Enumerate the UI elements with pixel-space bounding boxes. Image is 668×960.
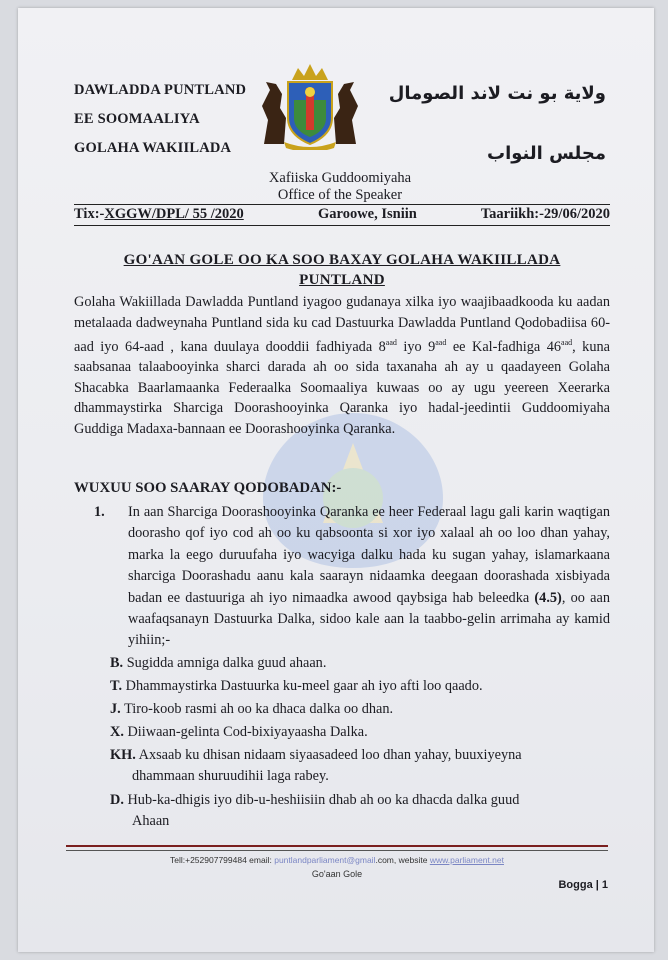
- document-title: [74, 250, 610, 290]
- sub-item: [110, 722, 606, 743]
- item-text-b: , oo aan waafaqsanayn Dastuurka Dalka, sidoo kale aan la taabbo-gelin arrimaha ay kamid yihiin;-: [128, 589, 611, 649]
- page-number: Bogga | 1: [558, 879, 608, 891]
- sub-item: [110, 653, 606, 674]
- reference-line: [74, 204, 610, 226]
- sub-item: [110, 699, 606, 720]
- footer-mid: .com, website: [375, 855, 428, 865]
- header-arabic-state: ولاية بو نت لاند الصومال: [388, 83, 606, 104]
- sub-item-text: Sugidda amniga dalka guud ahaan.: [126, 655, 327, 671]
- document-page: [18, 8, 654, 952]
- title-line-2: PUNTLAND: [299, 272, 385, 288]
- intro-part-3: ee Kal-fadhiga 46: [446, 338, 562, 355]
- intro-sup-1: aad: [385, 338, 397, 347]
- reference-code: XGGW/DPL/ 55 /2020: [104, 206, 244, 222]
- item-number: 1.: [94, 504, 105, 520]
- sub-item: [110, 745, 606, 787]
- sub-item-label: D.: [110, 792, 124, 808]
- reference-prefix: Tix:-: [74, 206, 105, 222]
- sub-item-text: Dhammaystirka Dastuurka ku-meel gaar ah iyo afti loo qaado.: [125, 678, 483, 694]
- sub-item-label: J.: [110, 701, 121, 717]
- sub-item-text: Axsaab ku dhisan nidaam siyaasadeed loo dhan yahay, buuxiyeyna: [138, 747, 522, 763]
- intro-paragraph: [74, 292, 610, 439]
- sub-item-label: X.: [110, 724, 124, 740]
- header-right-block: [389, 64, 606, 184]
- office-somali: Xafiiska Guddoomiyaha: [268, 170, 412, 186]
- sub-item: [110, 790, 606, 832]
- header-state-name: DAWLADDA PUNTLAND: [74, 82, 247, 98]
- sub-item-text: Tiro-koob rasmi ah oo ka dhaca dalka oo dhan.: [124, 701, 394, 717]
- sub-item-continuation: dhammaan shuruudihii laga rabey.: [132, 768, 329, 784]
- footer-rule: [66, 845, 608, 847]
- office-block: [240, 170, 440, 204]
- sub-item-continuation: Ahaan: [132, 813, 170, 829]
- header-house-name: GOLAHA WAKIILADA: [74, 140, 232, 156]
- footer-contact: [66, 855, 608, 865]
- section-heading: WUXUU SOO SAARAY QODOBADAN:-: [74, 480, 342, 496]
- header-left-block: [74, 76, 246, 163]
- sub-item-label: KH.: [110, 747, 136, 763]
- item-text: [128, 502, 610, 652]
- sub-item: [110, 676, 606, 697]
- footer-rule-thin: [66, 850, 608, 851]
- intro-sup-2: aad: [435, 338, 447, 347]
- intro-part-1: Golaha Wakiillada Dawladda Puntland iyagoo gudanaya xilka iyo waajibaadkooda ku aadan metalaada dadweynaha Puntland sida ku cad Dastuurka Dawladda Puntland Qodobadiisa 60-aad iyo 64-aad , kana duulaya dooddii fadhiyada 8: [74, 294, 610, 355]
- sub-item-text: Hub-ka-dhigis iyo dib-u-heshiisiin dhab ah oo ka dhacda dalka guud: [127, 792, 520, 808]
- intro-part-4: , kuna saabsanaa talaabooyinka sharci darada ah oo sida taxanaha ah ay u qaadayeen Golaha Shacabka Baarlamaanka Federaalka Soomaaliya kuwaas oo ay ugu yeereen Xeerarka dhammaystirka Sharciga Doorashooyinka Qaranka iyo hadal-jeedintii Guddoomiyaha Guddiga Madaxa-bannaan ee Doorashooyinka Qaranka.: [74, 338, 610, 437]
- sub-item-label: T.: [110, 678, 123, 694]
- footer-tel: Tell:+252907799484 email:: [170, 855, 272, 865]
- header-country-name: EE SOOMAALIYA: [74, 111, 200, 127]
- puntland-coat-of-arms-icon: [254, 60, 366, 150]
- sub-item-text: Diiwaan-gelinta Cod-bixiyayaasha Dalka.: [127, 724, 368, 740]
- intro-part-2: iyo 9: [396, 338, 436, 355]
- item-text-a: In aan Sharciga Doorashooyinka Qaranka ee heer Federaal lagu gali karin waqtigan doorasho qof iyo cod ah oo ku qabsoonta si xor iyo xalaal ah oo loo dhan yahay, marka la eego duruufaha iyo wacyiga dalku hada ku sugan yahay, islamarkaana sharciga Doorashadu aanu kala saarayn nidaamka deegaan doorashada xisbiyada badan ee dastuuriga ah iyo nimaadka awood qaybsiga hab beleedka: [128, 504, 610, 606]
- footer-caption: Go'aan Gole: [311, 869, 363, 879]
- intro-sup-3: aad: [561, 338, 573, 347]
- document-date: Taariikh:-29/06/2020: [480, 206, 610, 222]
- footer-website-link[interactable]: www.parliament.net: [429, 855, 504, 865]
- footer-email-link[interactable]: puntlandparliament@gmail: [274, 855, 376, 865]
- sub-item-label: B.: [110, 655, 124, 671]
- list-item-1: [94, 502, 610, 652]
- item-bold-value: (4.5): [534, 589, 562, 606]
- office-english: Office of the Speaker: [277, 187, 403, 203]
- place-and-day: Garoowe, Isniin: [318, 206, 417, 222]
- header-arabic-house: مجلس النواب: [487, 143, 606, 164]
- reference-number: [74, 205, 244, 224]
- title-line-1: GO'AAN GOLE OO KA SOO BAXAY GOLAHA WAKIILLADA: [123, 252, 561, 268]
